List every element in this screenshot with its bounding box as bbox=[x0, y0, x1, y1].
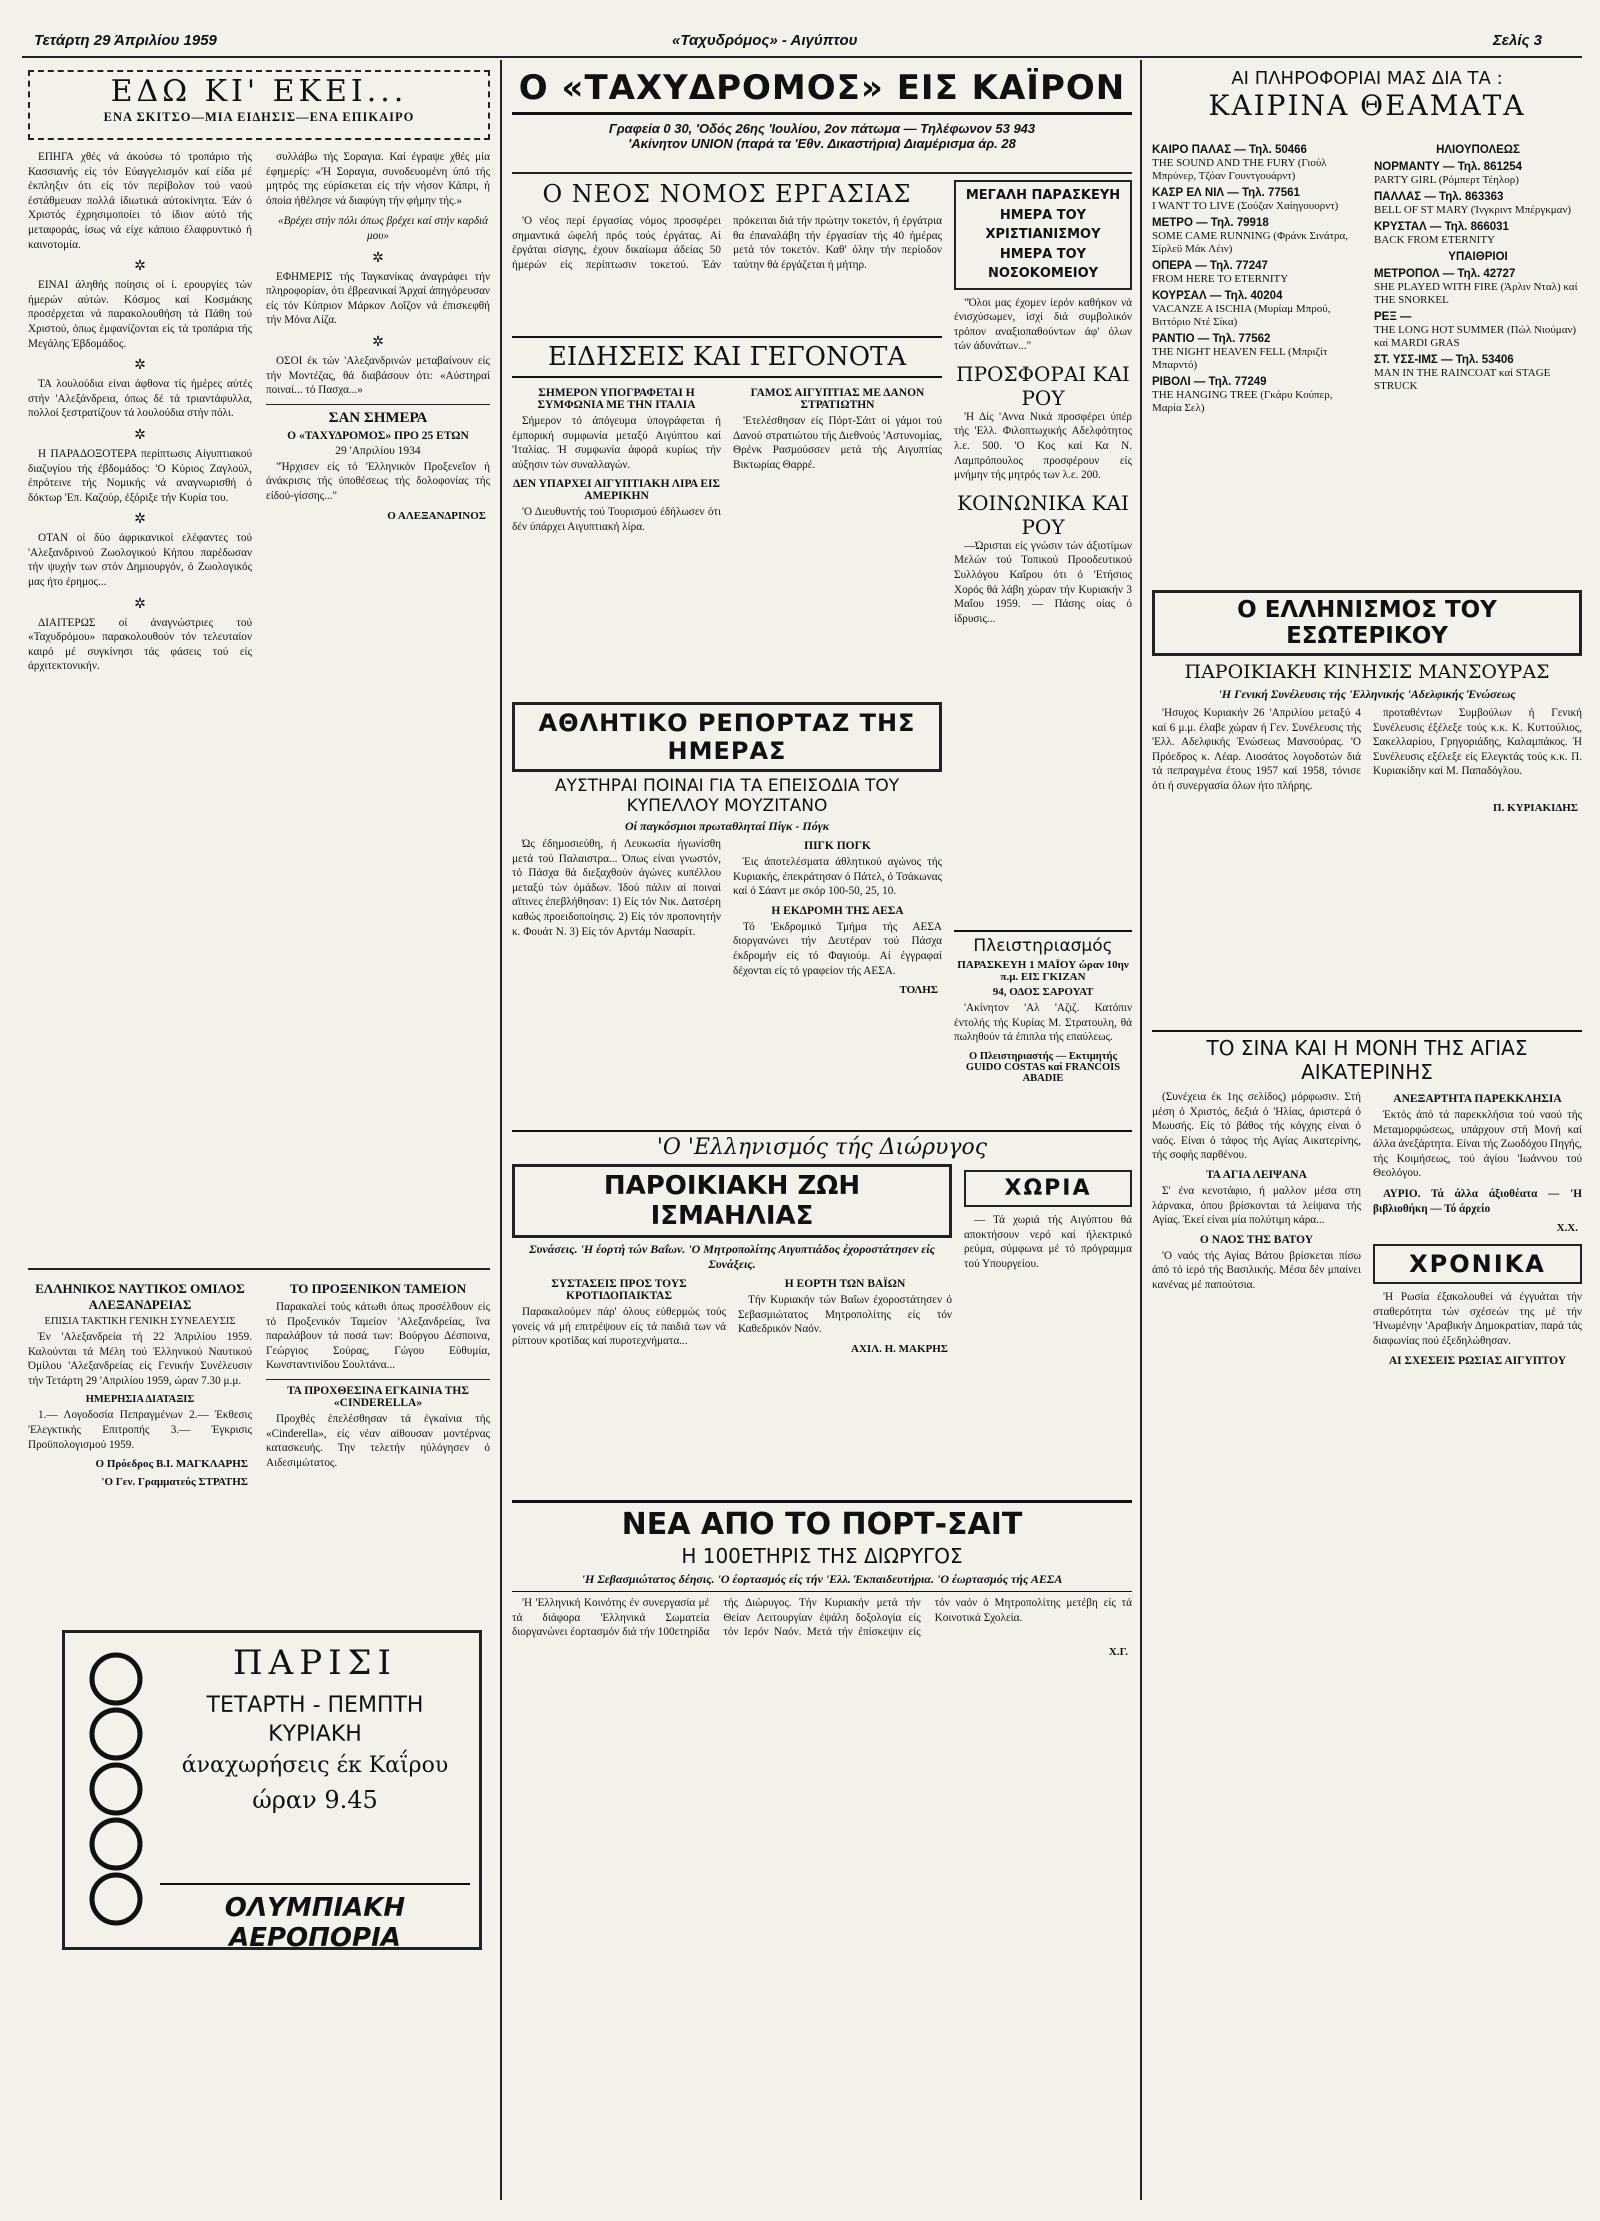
choria-column bbox=[964, 1170, 1132, 1490]
ism-b1: Παρακαλούμεν πάρ' όλους εύθερμώς τούς γονείς νά μή επιτρέψουν είς τά παιδιά των νά ρίπτουν κροτίδας καί πυροτεχνήματα... bbox=[512, 1306, 726, 1348]
sina-h2: ΤΑ ΑΓΙΑ ΛΕΙΨΑΝΑ bbox=[1206, 1168, 1307, 1181]
masthead bbox=[512, 68, 1132, 168]
naut-notice bbox=[28, 1278, 252, 1608]
masthead-title: Ο «ΤΑΧΥΔΡΟΜΟΣ» ΕΙΣ ΚΑΪΡΟΝ bbox=[518, 68, 1126, 108]
sinai-section bbox=[1152, 1030, 1582, 2200]
prox-title: ΤΟ ΠΡΟΞΕΝΙΚΟΝ ΤΑΜΕΙΟΝ bbox=[289, 1281, 467, 1296]
ism-title: ΠΑΡΟΙΚΙΑΚΗ ΖΩΗ ΙΣΜΑΗΛΙΑΣ bbox=[512, 1164, 952, 1238]
aeea-body: Τό 'Εκδρομικό Τμήμα τής ΑΕΣΑ διοργανώνει τήν Δευτέραν τού Πάσχα έκδρομήν είς τό Φαγιούμ. Αί έγγραφαί δέχονται είς τό γραφείον τής ΑΕΣΑ. bbox=[733, 920, 942, 977]
hell-deck: 'Η Γενική Συνέλευσις τής 'Ελληνικής 'Αδελφικής Ένώσεως bbox=[1218, 687, 1516, 701]
prox-body-2: Προχθές έπελέσθησαν τά έγκαίνια τής «Cinderella», είς νέαν αίθουσαν μοντέρνας κατασκευής. Την τελετήν ηύλόγησεν ό Αιδεσιμώτατος. bbox=[266, 1412, 490, 1469]
auction-title: Πλειστηριασμός bbox=[954, 930, 1132, 956]
star-divider: ✲ bbox=[134, 427, 146, 443]
col-divider-1 bbox=[500, 60, 502, 2200]
col-divider-2 bbox=[1140, 60, 1142, 2200]
edo-column-1 bbox=[28, 150, 252, 1260]
port-sub: Η 100ΕΤΗΡΙΣ ΤΗΣ ΔΙΩΡΥΓΟΣ bbox=[681, 1544, 963, 1568]
news-section bbox=[512, 336, 942, 696]
port-title: ΝΕΑ ΑΠΟ ΤΟ ΠΟΡΤ-ΣΑΙΤ bbox=[512, 1500, 1132, 1542]
social-body: —Ώρισται είς γνώσιν τών άξιοτίμων Μελών τού Τοπικού Προοδευτικού Συλλόγου Καΐρου ότι ό 'Ετήσιος Χορός θά λάβη χώραν τήν Κυριακήν 3 Μαΐου 1959. — Πάσης οίας ό ίδρυσις... bbox=[954, 539, 1132, 625]
news-headline: ΓΑΜΟΣ ΑΙΓΥΠΤΙΑΣ ΜΕ ΔΑΝΟΝ ΣΤΡΑΤΙΩΤΗΝ bbox=[750, 387, 925, 411]
newspaper-page bbox=[22, 10, 1582, 2210]
sports-sub: ΑΥΣΤΗΡΑΙ ΠΟΙΝΑΙ ΓΙΑ ΤΑ ΕΠΕΙΣΟΔΙΑ ΤΟΥ ΚΥΠΕΛΛΟΥ ΜΟΥΖΙΤΑΝΟ bbox=[554, 776, 900, 816]
blank-box-date: 29 'Απριλίου 1934 bbox=[335, 444, 421, 457]
news-body: 'Ο Διευθυντής τού Τουρισμού έδήλωσεν ότι δέν ύπάρχει Αιγυπτιακή λίρα. bbox=[512, 506, 721, 533]
ism-h2: Η ΕΟΡΤΗ ΤΩΝ ΒΑΪΩΝ bbox=[784, 1278, 906, 1290]
prox-body: Παρακαλεί τούς κάτωθι όπως προσέλθουν είς τό Προξενικόν Ταμείον 'Αλεξανδρείας, ΐνα παραλάβουν τά ποσά των: Βούργου Δέσποινα, Γεώργιος Σούρας, Γώγου Εύθυμία, Κωνσταντινίδου Σουλτάνα... bbox=[266, 1301, 490, 1372]
cinema-listing: ΟΠΕΡΑ — Τηλ. 77247 FROM HERE TO ETERNITY bbox=[1152, 260, 1289, 285]
hell-title: Ο ΕΛΛΗΝΙΣΜΟΣ ΤΟΥ ΕΣΩΤΕΡΙΚΟΥ bbox=[1152, 590, 1582, 656]
ad-airline: ΟΛΥΜΠΙΑΚΗ ΑΕΡΟΠΟΡΙΑ bbox=[160, 1883, 470, 1950]
ism-lead: 'Ο 'Ελληνισμός τής Διώρυγος bbox=[512, 1130, 1132, 1160]
news-title: ΕΙΔΗΣΕΙΣ ΚΑΙ ΓΕΓΟΝΟΤΑ bbox=[512, 336, 942, 378]
cinema-listing: ΝΟΡΜΑΝΤΥ — Τηλ. 861254 PARTY GIRL (Ρόμπερτ Τέηλορ) bbox=[1374, 161, 1523, 186]
auction-addr: 94, ΟΔΟΣ ΣΑΡΟΥΑΤ bbox=[992, 986, 1094, 998]
sports-sign: ΤΟΛΗΣ bbox=[899, 984, 938, 997]
offers-body: 'Η Δίς 'Αννα Νικά προσφέρει ύπέρ τής 'Ελλ. Φιλοπτωχικής Αδελφότητος λ.ε. 500. 'Ο Κος καί Κα Ν. Λαμπρόπουλος προσφέρουν είς μνήμην τής μητρός των λ.ε. 200. bbox=[954, 410, 1132, 482]
auction-notice bbox=[954, 930, 1132, 1150]
news-headline: ΔΕΝ ΥΠΑΡΧΕΙ ΑΙΓΥΠΤΙΑΚΗ ΛΙΡΑ ΕΙΣ ΑΜΕΡΙΚΗΝ bbox=[512, 478, 721, 503]
ad-city: ΠΑΡΙΣΙ bbox=[233, 1643, 397, 1683]
pingpong-title: ΠΙΓΚ ΠΟΓΚ bbox=[804, 840, 871, 852]
news-body: 'Ετελέσθησαν είς Πόρτ-Σάιτ οί γάμοι τού Δανού στρατιώτου τής Διεθνούς 'Αστυνομίας, Θρένκ Ρασμούσσεν μετά τής Αιγυπτίας Βικτωρίας Θαρρέ. bbox=[733, 415, 942, 471]
chron-h1: ΑΙ ΣΧΕΣΕΙΣ ΡΩΣΙΑΣ ΑΙΓΥΠΤΟΥ bbox=[1388, 1354, 1567, 1367]
edo-title-box bbox=[28, 70, 490, 140]
naut-gen: 'Ο Γεν. Γραμματεύς ΣΤΡΑΤΗΣ bbox=[101, 1476, 248, 1489]
auction-sign: Ο Πλειστηριαστής — Εκτιμητής GUIDO COSTAS καί FRANCOIS ABADIE bbox=[965, 1050, 1121, 1084]
ad-day3: ΚΥΡΙΑΚΗ bbox=[268, 1722, 362, 1747]
edo-paragraph: ΔΙΑΙΤΕΡΩΣ οί άναγνώστριες τού «Ταχυδρόμου» παρακολουθούν τόν τελευταίον καιρό μέ συγκίνησι τάς φάσεις τού είς άρχιτεκτονικήν. bbox=[28, 616, 252, 673]
section-rule bbox=[28, 1268, 490, 1270]
cinema-listing: ΠΑΛΛΑΣ — Τηλ. 863363 BELL OF ST MARY (Ίνγκριντ Μπέργκμαν) bbox=[1374, 191, 1572, 216]
edo-poem: «Βρέχει στήν πόλι όπως βρέχει καί στήν καρδιά μου» bbox=[277, 215, 489, 242]
naut-agenda-title: ΗΜΕΡΗΣΙΑ ΔΙΑΤΑΞΙΣ bbox=[85, 1394, 195, 1406]
sina-b2: Σ' ένα κενοτάφιο, ή μαλλον μέσα στη λάρνακα, όπου βρίσκονται τά λείψανα τής Αγίας. Έκεί είναι μία πολύτιμη κάρα... bbox=[1152, 1184, 1361, 1227]
blank-box-sub: Ο «ΤΑΧΥΔΡΟΜΟΣ» ΠΡΟ 25 ΕΤΩΝ bbox=[287, 429, 469, 442]
social-title: ΚΟΙΝΩΝΙΚΑ ΚΑΙ ΡΟΥ bbox=[957, 490, 1129, 539]
star-divider: ✲ bbox=[134, 512, 146, 528]
blank-box-author: Ο ΑΛΕΞΑΝΔΡΙΝΟΣ bbox=[387, 509, 486, 522]
info-title: ΑΙ ΠΛΗΡΟΦΟΡΙΑΙ ΜΑΣ ΔΙΑ ΤΑ : bbox=[1231, 68, 1503, 89]
blank-box-body: "Ήρχισεν είς τό 'Ελληνικόν Προξενεΐον ή άνάκρισις τής ύποθέσεως τής δολοφονίας τής είδού-γίσσης..." bbox=[266, 460, 490, 502]
cinema-listing: ΜΕΤΡΟΠΟΛ — Τηλ. 42727 SHE PLAYED WITH FIRE (Άρλιν Νταλ) καί THE SNORKEL bbox=[1374, 268, 1578, 306]
naut-sign: Ο Πρόεδρος Β.Ι. ΜΑΓΚΛΑΡΗΣ bbox=[95, 1458, 248, 1471]
choria-body: — Τά χωριά τής Αιγύπτου θά αποκτήσουν νερό καί ήλεκτρικό ρεύμα, σύμφωνα μέ τό πρόγραμμα τού Υπουργείου. bbox=[964, 1214, 1132, 1270]
sports-title: ΑΘΛΗΤΙΚΟ ΡΕΠΟΡΤΑΖ ΤΗΣ ΗΜΕΡΑΣ bbox=[512, 702, 942, 772]
naut-agenda: 1.— Λογοδοσία Πεπραγμένων 2.— Έκθεσις 'Ελεγκτικής Επιτροπής 3.— Έγκρισις Προϋπολογισμού 1959. bbox=[28, 1409, 252, 1451]
news-body: Σήμερον τό άπόγευμα ύπογράφεται ή έμπορική συμφωνία μεταξύ Αιγύπτου καί 'Ιταλίας. Ή συμφωνία άφορά κυρίως τήν αύξησιν τών συναλλαγών. bbox=[512, 415, 721, 471]
auction-date: ΠΑΡΑΣΚΕΥΗ 1 ΜΑΪΟΥ ώραν 10ην π.μ. ΕΙΣ ΓΚΙΖΑΝ bbox=[957, 959, 1129, 983]
edo-column-2 bbox=[266, 150, 490, 1260]
star-divider: ✲ bbox=[134, 259, 146, 275]
edo-paragraph: συλλάβω τής Σοραγια. Καί έγραψε χθές μία έφημερίς: «'Η Σοραγια, συνοδευομένη ύπό τής μητρός της εύρίσκεται είς τήν νήσον Κάπρι, ή όποία ήθέλησε νά διαφύγη τήν φήμην τής.» bbox=[266, 151, 490, 207]
labor-article bbox=[512, 180, 942, 320]
cinema-list-right bbox=[1374, 144, 1582, 584]
portsaid-section bbox=[512, 1500, 1132, 2200]
edo-subtitle: ΕΝΑ ΣΚΙΤΣΟ—ΜΙΑ ΕΙΔΗΣΙΣ—ΕΝΑ ΕΠΙΚΑΙΡΟ bbox=[103, 109, 415, 124]
hell-sub: ΠΑΡΟΙΚΙΑΚΗ ΚΙΝΗΣΙΣ ΜΑΝΣΟΥΡΑΣ bbox=[1184, 661, 1550, 683]
cinema-listing: ΚΟΥΡΣΑΛ — Τηλ. 40204 VACANZE A ISCHIA (Μυρίαμ Μπρού, Βιττόριο Ντέ Σίκα) bbox=[1152, 290, 1331, 328]
hellenism-section bbox=[1152, 590, 1582, 1020]
masthead-line-1: Γραφεία 0 30, 'Οδός 26ης 'Ιουλίου, 2ον πάτωμα — Τηλέφωνον 53 943 bbox=[608, 121, 1036, 136]
cinema-listing: ΡΑΝΤΙΟ — Τηλ. 77562 THE NIGHT HEAVEN FELL (Μπριζίτ Μπαρντό) bbox=[1152, 333, 1328, 371]
port-body: 'Η 'Ελληνική Κοινότης έν συνεργασία μέ τά διάφορα 'Ελληνικά Σωματεία διοργανώνει έορτασμόν διά τήν 100ετηρίδα τής Διώρυγος. Τήν Κυριακήν μετά τήν Θείαν Λειτουργίαν έψάλη δοξολογία είς τόν Ιερόν Ναόν. Μετά τήν έπίσκεψιν είς τόν ναόν ό Μητροπολίτης μετέβη είς τά Κοινοτικά Σχολεία. bbox=[512, 1597, 1132, 1639]
cinema-listing: ΚΡΥΣΤΑΛ — Τηλ. 866031 BACK FROM ETERNITY bbox=[1374, 221, 1509, 246]
blank-box-title: ΣΑΝ ΣΗΜΕΡΑ bbox=[328, 409, 428, 426]
cinema-listing: ΡΕΞ — THE LONG HOT SUMMER (Πώλ Νιούμαν) καί MARDI GRAS bbox=[1374, 311, 1577, 349]
cinema-listing: ΚΑΣΡ ΕΛ ΝΙΛ — Τηλ. 77561 I WANT TO LIVE (Σούζαν Χαίηγουορντ) bbox=[1152, 187, 1339, 212]
edo-paragraph: ΟΣΟΙ έκ τών 'Αλεξανδρινών μεταβαίνουν είς τήν Μοντέζας, θά διαβάσουν ότι: «Αύστηραί ποιναί... τό Πασχα...» bbox=[266, 354, 490, 397]
olympic-ad-text bbox=[160, 1643, 470, 1814]
hell-sign: Π. ΚΥΡΙΑΚΙΔΗΣ bbox=[1493, 801, 1578, 814]
chron-title: ΧΡΟΝΙΚΑ bbox=[1373, 1244, 1582, 1284]
cinema-list-left bbox=[1152, 144, 1364, 584]
star-divider: ✲ bbox=[372, 250, 384, 266]
ad-time: ώραν 9.45 bbox=[252, 1786, 378, 1814]
edo-paragraph: Η ΠΑΡΑΔΟΞΟΤΕΡΑ περίπτωσις Αίγυπτιακού διαζυγίου τής έβδομάδος: 'Ο Κύριος Ζαγλούλ, έπρότεινε τής Νομικής νά αναγνωρισθή ό δόκτωρ 'Επ. Καζούρ, έξόριξε τήν Κυρία του. bbox=[28, 447, 252, 504]
edo-title: ΕΔΩ ΚΙ' ΕΚΕΙ... bbox=[110, 74, 408, 109]
ism-b2: Τήν Κυριακήν τών Βαΐων έχοροστάτησεν ό Σεβασμιώτατος Μητροπολίτης είς τόν Καθεδρικόν Ναόν. bbox=[738, 1294, 952, 1336]
labor-title: Ο ΝΕΟΣ ΝΟΜΟΣ ΕΡΓΑΣΙΑΣ bbox=[542, 180, 912, 208]
edo-paragraph: ΕΦΗΜΕΡΙΣ τής Ταγκανίκας άναγράφει τήν πληροφορίαν, ότι έβρεανικαί Άρχαί άπηγόρευσαν είς τόν Κύπριον Μάρκον Λοΐζον νά έπισκεφθή τήν Μόνα Λίζα. bbox=[266, 270, 490, 327]
cinema-listing: ΚΑΪΡΟ ΠΑΛΑΣ — Τηλ. 50466 THE SOUND AND THE FURY (Γιούλ Μπρύνερ, Τζόαν Γουντγουάρντ) bbox=[1152, 144, 1327, 182]
cinema-listing: ΜΕΤΡΟ — Τηλ. 79918 SOME CAME RUNNING (Φράνκ Σινάτρα, Σίρλεϋ Μάκ Λέιν) bbox=[1152, 217, 1349, 255]
hell-body-right: προταθέντων Συμβούλων ή Γενική Συνέλευσις έξέλεξε τούς κ.κ. Κ. Κυττούλιος, Σακελλαρίου, Γρηγοριάδης, Καλαμπάκος. Ή Συνέλευσις εξέλεξε είς Ελεγκτάς τούς κ.κ. Π. Κυριακίδην καί Μ. Παπαδόγλου. bbox=[1373, 707, 1582, 778]
sina-aurio-sign: Χ.Χ. bbox=[1556, 1222, 1578, 1235]
ad-depart: άναχωρήσεις έκ Καΐρου bbox=[181, 1753, 449, 1778]
ism-deck: Συνάσεις. 'Η έορτή τών Βαΐων. 'Ο Μητροπολίτης Αιγυπτιάδος έχοροστάτησεν είς Συνάξεις. bbox=[529, 1242, 935, 1271]
ad-days: ΤΕΤΑΡΤΗ - ΠΕΜΠΤΗ bbox=[206, 1693, 424, 1718]
sina-b3: 'Ο ναός τής Αγίας Βάτου βρίσκεται πίσω άπό τό ίερό τής Βασιλικής. Μέσα δέν μπαίνει κανένας μέ παπούτσια. bbox=[1152, 1249, 1361, 1291]
sports-deck: Οί παγκόσμιοι πρωταθληταί Πίγκ - Πόγκ bbox=[624, 819, 830, 833]
offers-title: ΠΡΟΣΦΟΡΑΙ ΚΑΙ ΡΟΥ bbox=[956, 361, 1130, 410]
cinema-listing: ΡΙΒΟΛΙ — Τηλ. 77249 THE HANGING TREE (Γκάρυ Κούπερ, Μαρία Σελ) bbox=[1152, 376, 1333, 414]
choria-title: ΧΩΡΙΑ bbox=[964, 1170, 1132, 1207]
cinema-listing: ΣΤ. ΥΣΣ-ΙΜΣ — Τηλ. 53406 MAN IN THE RAINCOAT καί STAGE STRUCK bbox=[1374, 354, 1551, 392]
hell-body-left: 'Ησυχος Κυριακήν 26 'Απριλίου μεταξύ 4 καί 6 μ.μ. έλαβε χώραν ή Γεν. Συνέλευσις τής 'Ελλ. Αδελφικής Ένώσεως Μανσούρας. 'Ο Πρόεδρος κ. Λέαρ. Λιοσάτος λογοδοτών διά τά πεπραγμένα έτους 1957 καί 1958, τόνισε ότι ή συνεργασία όλων ήτο πλήρης. bbox=[1152, 707, 1361, 792]
naut-sub: ΕΠΙΣΙΑ ΤΑΚΤΙΚΗ ΓΕΝΙΚΗ ΣΥΝΕΛΕΥΣΙΣ bbox=[44, 1316, 236, 1327]
port-deck: 'Η Σεβασμιώτατος δέησις. 'Ο έορτασμός είς τήν 'Ελλ. Έκπαιδευτήρια. 'Ο έωρτασμός τής ΑΕΣΑ bbox=[512, 1572, 1132, 1592]
sina-aurio: ΑΥΡΙΟ. Τά άλλα άξιοθέατα — 'Η βιβλιοθήκη — Τό άρχείο bbox=[1373, 1187, 1582, 1215]
header-rule bbox=[22, 56, 1582, 58]
header-paper: «Ταχυδρόμος» - Αιγύπτου bbox=[672, 32, 858, 49]
olympic-ad bbox=[62, 1630, 482, 1950]
star-divider: ✲ bbox=[134, 596, 146, 612]
masthead-line-2: 'Ακίνητον UNION (παρά τα 'Εθν. Δικαστήρια) Διαμέρισμα άρ. 28 bbox=[628, 136, 1016, 151]
sina-title: ΤΟ ΣΙΝΑ ΚΑΙ Η ΜΟΝΗ ΤΗΣ ΑΓΙΑΣ ΑΙΚΑΤΕΡΙΝΗΣ bbox=[1152, 1030, 1582, 1084]
star-divider: ✲ bbox=[134, 358, 146, 374]
header-page: Σελίς 3 bbox=[1492, 32, 1542, 49]
aeea-title: Η ΕΚΔΡΟΜΗ ΤΗΣ ΑΕΣΑ bbox=[771, 904, 904, 917]
sina-h4: ΑΝΕΞΑΡΤΗΤΑ ΠΑΡΕΚΚΛΗΣΙΑ bbox=[1393, 1093, 1562, 1105]
sina-body: (Συνέχεια έκ 1ης σελίδος) μόρφωσιν. Στή μέση ό Χριστός, δεξιά ό 'Ηλίας, άριστερά ό Μωυσής. Είς τό βάθος τής κόγχης είναι ό ναός. Είναι ό τάφος τής Αγίας Αικατερίνης, τής σοφής παρθένου. bbox=[1152, 1091, 1361, 1162]
easter-body: "Όλοι μας έχομεν ίερόν καθήκον νά ένισχύσωμεν, ίσχί διά συμβολικόν τρόπον αναξιοπαθούντων άφ' όλων τών άδυνάτων..." bbox=[954, 296, 1132, 353]
prox-notice bbox=[266, 1278, 490, 1608]
olympic-rings-icon bbox=[71, 1639, 161, 1939]
edo-paragraph: ΕΠΗΓΑ χθές νά άκούσω τό τροπάριο τής Κασσιανής είς τόν Εύαγγελισμόν καί είδα μέ έκπληξιν ότι είς τόν περίβολον τού ναού έστάθμευαν πολλά ίδιωτικά αύτοκίνητα. Έάν ό Χριστός έχρησιμοποίει τό ίδιον αύτό τής μεταφοράς, ίσως νά είχε κάποιο έλαφρυντικό ή καινοτομία. bbox=[28, 151, 252, 251]
prox-title-2: ΤΑ ΠΡΟΧΘΕΣΙΝΑ ΕΓΚΑΙΝΙΑ ΤΗΣ «CINDERELLA» bbox=[287, 1384, 469, 1409]
ism-sign: ΑΧΙΛ. Η. ΜΑΚΡΗΣ bbox=[851, 1342, 948, 1355]
pingpong-body: Έις άποτελέσματα άθλητικού αγώνος τής Κυριακής, έπεκράτησαν ό Πάτελ, ό Τσάκωνας καί ό Σάαντ με σκόρ 100-50, 25, 10. bbox=[733, 856, 942, 898]
cinema-listing: ΗΛΙΟΥΠΟΛΕΩΣ bbox=[1436, 144, 1520, 156]
sports-body: Ώς έδημοσιεύθη, ή Λευκωσία ήγωνίσθη μετά τού Παλαιστρα... Όπως είναι γνωστόν, τό Πάσχα θά διεξαχθούν άγώνες κυπέλλου μεταξύ τών όμάδων. Ίδού πάλιν αί ποιναί αϊτινες έπεβλήθησαν: 1) Είς τόν Νικ. Δατσέρη καθώς προειδοποίησις. 2) Είς τόν προπονητήν κ. Φουάτ Ν. 3) Είς τόν Αρντάμ Νασαρίτ. bbox=[512, 838, 721, 938]
auction-body: 'Ακίνητον 'Αλ 'Αζιζ. Κατόπιν έντολής τής Κυρίας Μ. Στρατουλη, θά πωληθούν τά έπιπλα τής επαύλεως. bbox=[954, 1002, 1132, 1044]
sina-b4: Έκτός άπό τά παρεκκλήσια τού ναού τής Μεταμορφώσεως, υπάρχουν στή Μονή καί άλλα άνεξάρτητα. Είναι τής Ζωοδόχου Πηγής, τής Κοιμήσεως, τού άγίου 'Ιωάννου τού Θεολόγου. bbox=[1373, 1109, 1582, 1180]
cinema-listing: ΥΠΑΙΘΡΙΟΙ bbox=[1448, 251, 1508, 263]
info-big: ΚΑΙΡΙΝΑ ΘΕΑΜΑΤΑ bbox=[1208, 89, 1526, 122]
edo-paragraph: ΤΑ λουλούδια είναι άφθονα τίς ήμέρες αύτές στήν 'Αλεξάνδρεια, όπως δέ τά τριαντάφυλλα, πολλοί ξεστρατίζουν τά λουλούδια στήν πόλι. bbox=[28, 378, 252, 420]
news-headline: ΣΗΜΕΡΟΝ ΥΠΟΓΡΑΦΕΤΑΙ Η ΣΥΜΦΩΝΙΑ ΜΕ ΤΗΝ ΙΤΑΛΙΑ bbox=[537, 387, 696, 411]
header-date: Τετάρτη 29 Άπριλίου 1959 bbox=[34, 32, 217, 49]
sports-section bbox=[512, 702, 942, 1122]
right-mid-column bbox=[954, 180, 1132, 920]
star-divider: ✲ bbox=[372, 334, 384, 350]
naut-body: Έν 'Αλεξανδρεία τή 22 Άπριλίου 1959. Καλούνται τά Μέλη τού Έλληνικού Ναυτικού Όμίλου 'Αλεξανδρείας είς Γενικήν Συνέλευσιν τήν Τετάρτη 29 'Απριλίου 1959, ώραν 7.30 μ.μ. bbox=[28, 1331, 252, 1387]
naut-title: ΕΛΛΗΝΙΚΟΣ ΝΑΥΤΙΚΟΣ ΟΜΙΛΟΣ ΑΛΕΞΑΝΔΡΕΙΑΣ bbox=[35, 1281, 245, 1312]
easter-title: ΜΕΓΑΛΗ ΠΑΡΑΣΚΕΥΗ ΗΜΕΡΑ ΤΟΥ ΧΡΙΣΤΙΑΝΙΣΜΟΥ ΗΜΕΡΑ ΤΟΥ ΝΟΣΟΚΟΜΕΙΟΥ bbox=[954, 180, 1132, 290]
ism-h1: ΣΥΣΤΑΣΕΙΣ ΠΡΟΣ ΤΟΥΣ ΚΡΟΤΙΔΟΠΑΙΚΤΑΣ bbox=[551, 1278, 687, 1302]
sina-h3: Ο ΝΑΟΣ ΤΗΣ ΒΑΤΟΥ bbox=[1199, 1233, 1314, 1246]
chron-body: 'Η Ρωσία έξακολουθεί νά έγγυάται τήν σταθερότητα τών σχέσεών της μέ τήν 'Ηνωμένην 'Αραβικήν Δημοκρατίαν, παρά τάς διαφωνίας πού έξεδηλώθησαν. bbox=[1373, 1291, 1582, 1347]
port-sign: Χ.Γ. bbox=[1108, 1645, 1128, 1658]
labor-body: 'Ο νέος περί έργασίας νόμος προσφέρει σημαντικά ώφελή πρός τούς έργάτας. Αί έργάται σίσγης, έχουν δικαίωμα άδείας 50 ήμερών είς περίπτωσιν τοκετού. Έάν πρόκειται διά τήν πρώτην τοκετόν, ή έργάτρια θα έπαναλάβη τήν έργασίαν τής 40 ήμέρας μετά τόν τοκετόν. Καθ' όλην τήν περίοδον ταύτην θά έργάζεται ή μήτηρ. bbox=[512, 215, 942, 271]
edo-paragraph: ΟΤΑΝ οί δύο άφρικανικοί ελέφαντες τού 'Αλεξανδρινού Ζωολογικού Κήπου παρέδωσαν τήν ψυχήν των στόν Δημιουργόν, ό Ζωολογικός μας ήτο έρημος... bbox=[28, 532, 252, 589]
info-header bbox=[1152, 68, 1582, 138]
edo-paragraph: ΕΙΝΑΙ άληθής ποίησις οί ί. ερουργίες τών ήμερών αύτών. Κόσμος καί Κοσμάκης προσέρχεται νά παρακολουθήση τά Πάθη τού Χριστού, όπως έμφανίζονται είς τά τροπάρια τής Μεγάλης Έβδομάδος. bbox=[28, 279, 252, 350]
